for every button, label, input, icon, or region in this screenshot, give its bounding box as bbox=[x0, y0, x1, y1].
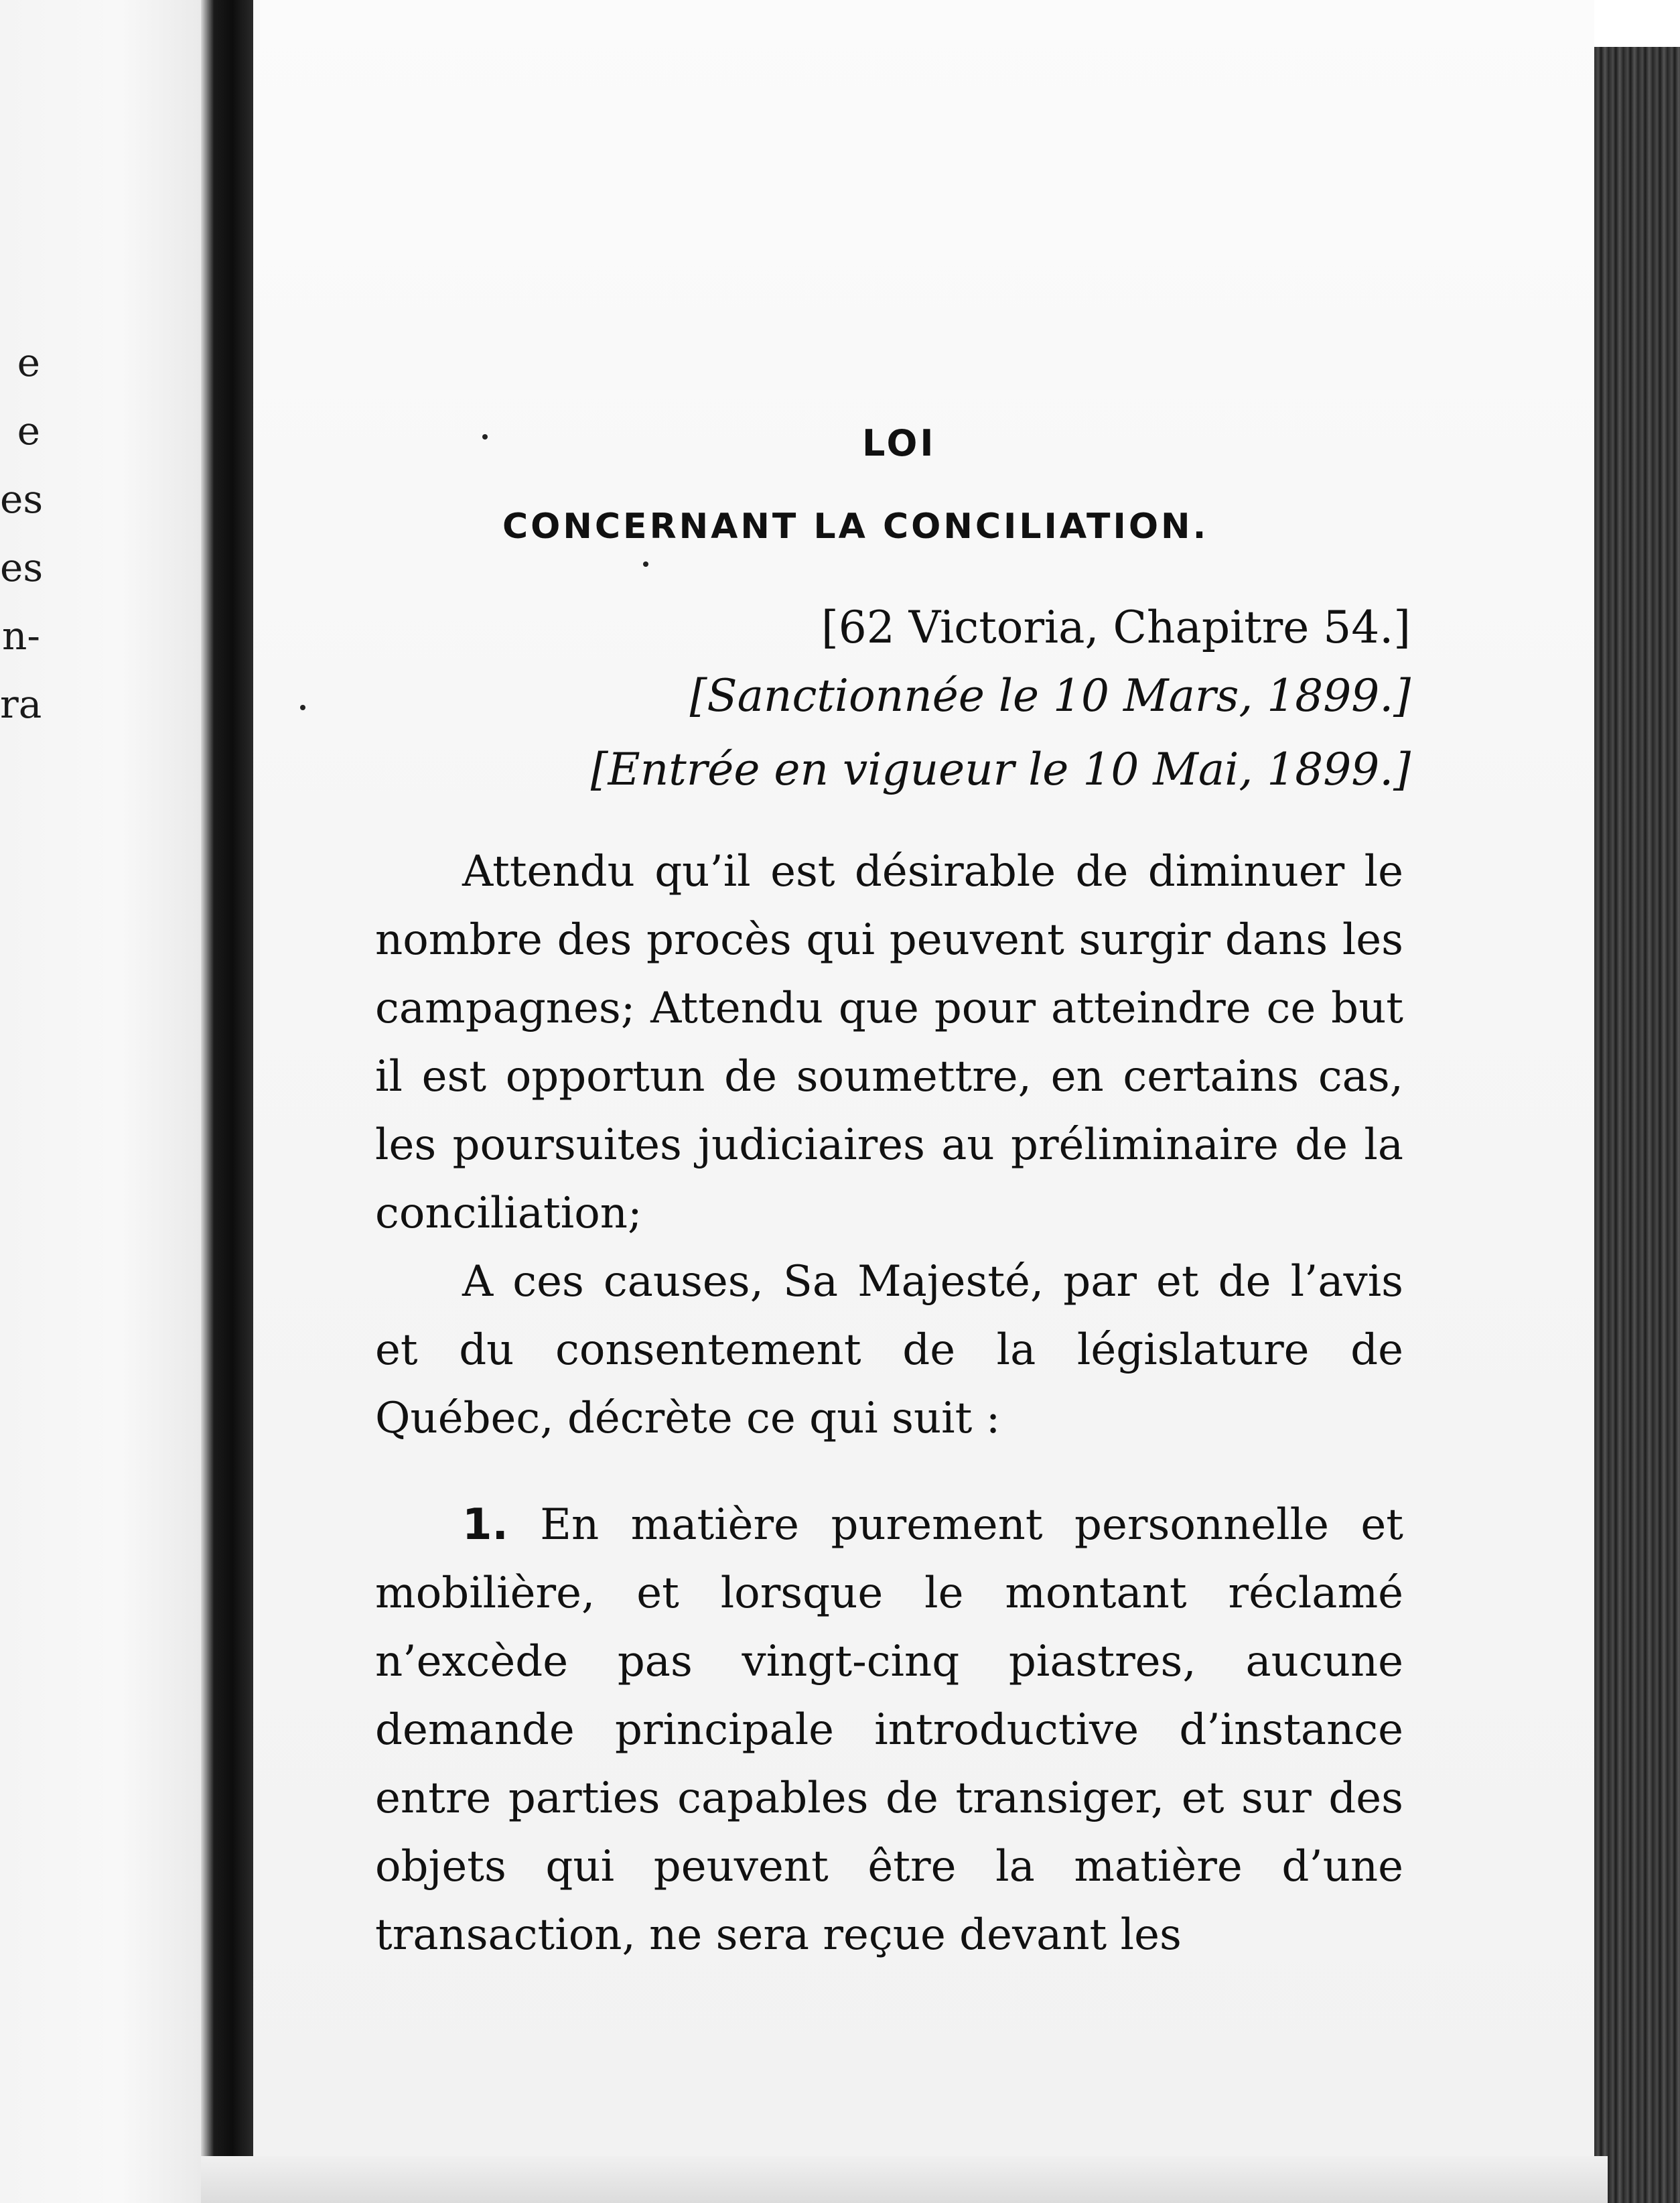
fragment-line: e bbox=[17, 408, 40, 454]
fragment-line: es bbox=[0, 476, 44, 522]
fragment-line: e bbox=[17, 340, 40, 385]
preamble-paragraph bbox=[375, 838, 1403, 1248]
fragment-line: es bbox=[0, 545, 44, 590]
article-1-paragraph bbox=[375, 1491, 1403, 1969]
document-title: LOI bbox=[862, 422, 936, 464]
enacting-clause-text: A ces causes, Sa Majesté, par et de l’avis et du consentement de la législature de Québec, décrète ce qui suit : bbox=[375, 1257, 1403, 1443]
book-gutter bbox=[201, 0, 253, 2203]
fragment-line: ra bbox=[0, 681, 42, 727]
document-subtitle: CONCERNANT LA CONCILIATION. bbox=[502, 507, 1209, 547]
page-bottom-shadow bbox=[201, 2156, 1608, 2203]
page-edges bbox=[1594, 47, 1680, 2203]
print-speck bbox=[482, 434, 488, 440]
previous-page-text-fragments bbox=[0, 328, 44, 738]
article-1 bbox=[375, 1491, 1403, 1969]
page-edge-top bbox=[1594, 0, 1680, 47]
print-speck bbox=[643, 561, 648, 567]
effective-date: [Entrée en vigueur le 10 Mai, 1899.] bbox=[590, 744, 1411, 795]
article-1-text: En matière purement personnelle et mobilière, et lorsque le montant réclamé n’excède pas vingt-cinq piastres, aucune demande principale introductive d’instance entre parties capables de transiger, et sur des objets qui peuvent être la matière d’une transaction, ne sera reçue devant les bbox=[375, 1500, 1404, 1960]
enacting-clause-paragraph bbox=[375, 1248, 1403, 1453]
fragment-line: n- bbox=[2, 613, 40, 659]
print-speck bbox=[300, 705, 305, 710]
article-number: 1. bbox=[462, 1500, 508, 1550]
previous-page bbox=[0, 0, 201, 2203]
statute-citation: [62 Victoria, Chapitre 54.] bbox=[821, 602, 1411, 653]
sanction-date: [Sanctionnée le 10 Mars, 1899.] bbox=[689, 670, 1411, 722]
preamble-text: Attendu qu’il est désirable de diminuer le nombre des procès qui peuvent surgir dans les campagnes; Attendu que pour atteindre ce but il est opportun de soumettre, en certains cas, les poursuites judiciaires au préliminaire de la conciliation; bbox=[375, 847, 1403, 1238]
